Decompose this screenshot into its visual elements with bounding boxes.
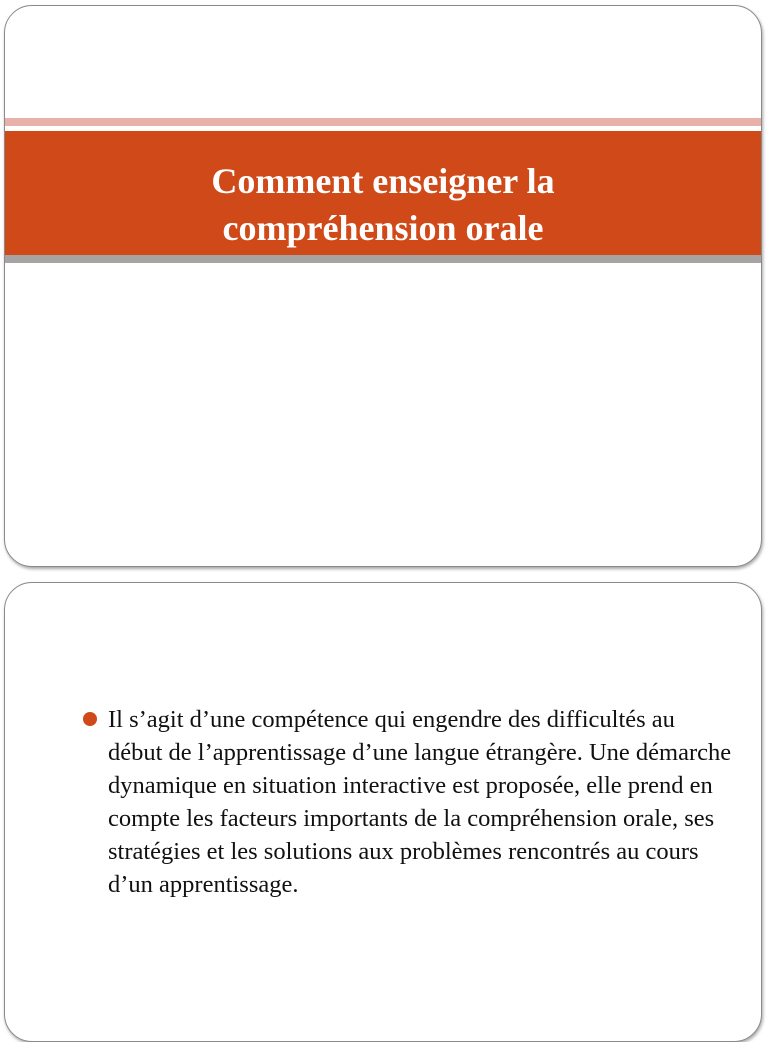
slide-title-line-2: compréhension orale <box>222 208 544 248</box>
title-band-top-stripe <box>5 118 761 126</box>
bullet-dot-icon <box>83 712 97 726</box>
slide-title <box>5 158 761 252</box>
title-band-bottom-stripe <box>5 255 761 263</box>
title-band-fill <box>5 131 761 255</box>
slide-title-line-1: Comment enseigner la <box>211 161 555 201</box>
slide-2 <box>4 582 762 1042</box>
title-band <box>5 118 761 267</box>
slide-1 <box>4 5 762 567</box>
bullet-item <box>83 703 733 901</box>
bullet-text: Il s’agit d’une compétence qui engendre des difficultés au début de l’apprentissage d’une langue étrangère. Une démarche dynamique en situation interactive est proposée, elle prend en compte les facteurs importants de la compréhension orale, ses stratégies et les solutions aux problèmes rencontrés au cours d’un apprentissage. <box>108 706 732 898</box>
